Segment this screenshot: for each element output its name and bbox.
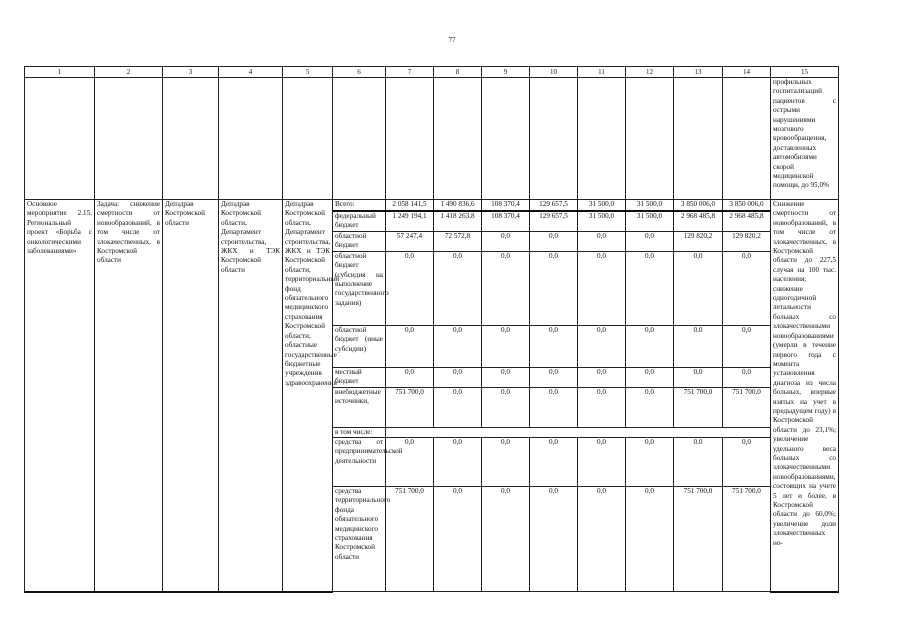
amount-cell: 3 850 006,0 — [723, 200, 771, 212]
amount-cell: 0,0 — [674, 367, 723, 387]
participants-cell: Депздрав Костромской области, Департамент строительства, ЖКХ и ТЭК Костромской области, территориальный фонд обязательного медицинского страхования Костромской области, областные государственные бюджетные учреждения здравоохранения — [283, 200, 333, 592]
amount-cell: 0,0 — [674, 251, 723, 325]
funding-source-label: местный бюджет — [333, 367, 386, 387]
amount-cell: 108 370,4 — [482, 211, 530, 231]
header-cell: 8 — [434, 67, 482, 78]
amount-cell: 0,0 — [386, 251, 434, 325]
amount-cell: 0,0 — [674, 438, 723, 487]
amount-cell: 0,0 — [530, 231, 578, 251]
empty-cell — [25, 78, 95, 200]
amount-cell: 751 700,0 — [674, 487, 723, 592]
amount-cell: 0,0 — [530, 438, 578, 487]
funding-source-label: внебюджетные источники, — [333, 387, 386, 427]
funding-source-label: федеральный бюджет — [333, 211, 386, 231]
amount-cell: 129 657,5 — [530, 200, 578, 212]
header-cell: 15 — [771, 67, 839, 78]
header-cell: 11 — [578, 67, 626, 78]
amount-cell: 0,0 — [530, 487, 578, 592]
amount-cell: 751 700,0 — [386, 487, 434, 592]
amount-cell: 0,0 — [674, 325, 723, 367]
amount-cell: 0,0 — [482, 325, 530, 367]
header-cell: 14 — [723, 67, 771, 78]
header-cell: 7 — [386, 67, 434, 78]
amount-cell: 0,0 — [434, 387, 482, 427]
amount-cell: 0,0 — [386, 438, 434, 487]
amount-cell: 0,0 — [434, 487, 482, 592]
amount-cell: 129 820,2 — [723, 231, 771, 251]
amount-cell: 0,0 — [626, 438, 674, 487]
merged-empty-cell — [386, 427, 771, 437]
amount-cell: 72 572,8 — [434, 231, 482, 251]
header-cell: 4 — [219, 67, 283, 78]
amount-cell: 129 820,2 — [674, 231, 723, 251]
coordinator-cell: Депздрав Костромской области — [163, 200, 219, 592]
amount-cell: 2 968 485,8 — [674, 211, 723, 231]
amount-cell: 0,0 — [626, 325, 674, 367]
amount-cell: 1 249 194,1 — [386, 211, 434, 231]
indicator-text: Снижение смертности от новообразований, в том числе от злокачественных, в Костромской области до 227,5 случая на 100 тыс. населения; снижение одногодичной летальности больных со злокачественными новообразованиями (умерли в течение первого года с момента установления диагноза из числа больных, впервые взятых на учет в предыдущем году) в Костромской области до 23,1%; увеличение удельного веса больных со злокачественными новообразованиями, состоящих на учете 5 лет и более, в Костромской области до 60,0%; увеличение доли злокачественных но- — [771, 200, 839, 592]
amount-cell: 751 700,0 — [723, 387, 771, 427]
funding-row — [25, 200, 839, 212]
amount-cell: 129 657,5 — [530, 211, 578, 231]
header-row — [25, 67, 839, 78]
header-cell: 6 — [333, 67, 386, 78]
amount-cell: 0,0 — [626, 367, 674, 387]
amount-cell: 0,0 — [723, 251, 771, 325]
page-number: 77 — [448, 36, 456, 44]
header-cell: 9 — [482, 67, 530, 78]
empty-cell — [578, 78, 626, 200]
indicator-text-continued: профильных госпитализаций пациентов с острыми нарушениями мозгового кровообращения, доставленных автомобилями скорой медицинской помощи, до 95,0% — [771, 78, 839, 200]
empty-cell — [723, 78, 771, 200]
amount-cell: 31 500,0 — [626, 211, 674, 231]
amount-cell: 0,0 — [723, 438, 771, 487]
funding-source-label: областной бюджет — [333, 231, 386, 251]
amount-cell: 0,0 — [530, 325, 578, 367]
funding-source-label: Всего: — [333, 200, 386, 212]
amount-cell: 0,0 — [626, 251, 674, 325]
continuation-row — [25, 78, 839, 200]
amount-cell: 3 850 006,0 — [674, 200, 723, 212]
event-name-cell: Основное мероприятие 2.15. Региональный проект «Борьба с онкологическими заболеваниями» — [25, 200, 95, 592]
empty-cell — [219, 78, 283, 200]
empty-cell — [674, 78, 723, 200]
amount-cell: 0,0 — [578, 387, 626, 427]
header-cell: 2 — [95, 67, 163, 78]
amount-cell: 0,0 — [482, 231, 530, 251]
amount-cell: 0,0 — [626, 387, 674, 427]
amount-cell: 0,0 — [626, 231, 674, 251]
empty-cell — [95, 78, 163, 200]
amount-cell: 0,0 — [434, 251, 482, 325]
amount-cell: 751 700,0 — [386, 387, 434, 427]
empty-cell — [386, 78, 434, 200]
amount-cell: 1 490 836,6 — [434, 200, 482, 212]
amount-cell: 0,0 — [530, 251, 578, 325]
amount-cell: 0,0 — [434, 325, 482, 367]
responsible-cell: Депздрав Костромской области, Департамент строительства, ЖКХ и ТЭК Костромской области — [219, 200, 283, 592]
task-cell: Задача: снижение смертности от новообразований, в том числе от злокачественных, в Костромской области — [95, 200, 163, 592]
amount-cell: 0,0 — [578, 231, 626, 251]
empty-cell — [482, 78, 530, 200]
amount-cell: 0,0 — [482, 487, 530, 592]
empty-cell — [283, 78, 333, 200]
funding-source-label: областной бюджет (субсидия на выполнение государственного задания) — [333, 251, 386, 325]
empty-cell — [530, 78, 578, 200]
amount-cell: 0,0 — [482, 251, 530, 325]
budget-table — [24, 66, 839, 593]
amount-cell: 0,0 — [530, 367, 578, 387]
header-cell: 5 — [283, 67, 333, 78]
amount-cell: 0,0 — [578, 367, 626, 387]
amount-cell: 57 247,4 — [386, 231, 434, 251]
amount-cell: 0,0 — [482, 367, 530, 387]
funding-source-label: в том числе: — [333, 427, 386, 437]
empty-cell — [626, 78, 674, 200]
amount-cell: 0,0 — [386, 325, 434, 367]
amount-cell: 751 700,0 — [723, 487, 771, 592]
funding-source-label: средства от предпринимательской деятельности — [333, 438, 386, 487]
empty-cell — [434, 78, 482, 200]
amount-cell: 0,0 — [530, 387, 578, 427]
header-cell: 1 — [25, 67, 95, 78]
amount-cell: 108 370,4 — [482, 200, 530, 212]
amount-cell: 0,0 — [482, 387, 530, 427]
amount-cell: 2 058 141,5 — [386, 200, 434, 212]
amount-cell: 31 500,0 — [626, 200, 674, 212]
empty-cell — [333, 78, 386, 200]
amount-cell: 0,0 — [578, 438, 626, 487]
header-cell: 13 — [674, 67, 723, 78]
amount-cell: 2 968 485,8 — [723, 211, 771, 231]
amount-cell: 1 418 263,8 — [434, 211, 482, 231]
amount-cell: 0,0 — [386, 367, 434, 387]
amount-cell: 0,0 — [723, 367, 771, 387]
amount-cell: 0,0 — [578, 487, 626, 592]
amount-cell: 0,0 — [578, 325, 626, 367]
amount-cell: 0,0 — [578, 251, 626, 325]
funding-source-label: средства территориального фонда обязательного медицинского страхования Костромской области — [333, 487, 386, 592]
amount-cell: 0,0 — [482, 438, 530, 487]
amount-cell: 751 700,0 — [674, 387, 723, 427]
amount-cell: 0,0 — [434, 367, 482, 387]
amount-cell: 31 500,0 — [578, 200, 626, 212]
header-cell: 3 — [163, 67, 219, 78]
amount-cell: 31 500,0 — [578, 211, 626, 231]
amount-cell: 0,0 — [434, 438, 482, 487]
header-cell: 10 — [530, 67, 578, 78]
amount-cell: 0,0 — [723, 325, 771, 367]
amount-cell: 0,0 — [626, 487, 674, 592]
empty-cell — [163, 78, 219, 200]
header-cell: 12 — [626, 67, 674, 78]
funding-source-label: областной бюджет (иные субсидии) — [333, 325, 386, 367]
